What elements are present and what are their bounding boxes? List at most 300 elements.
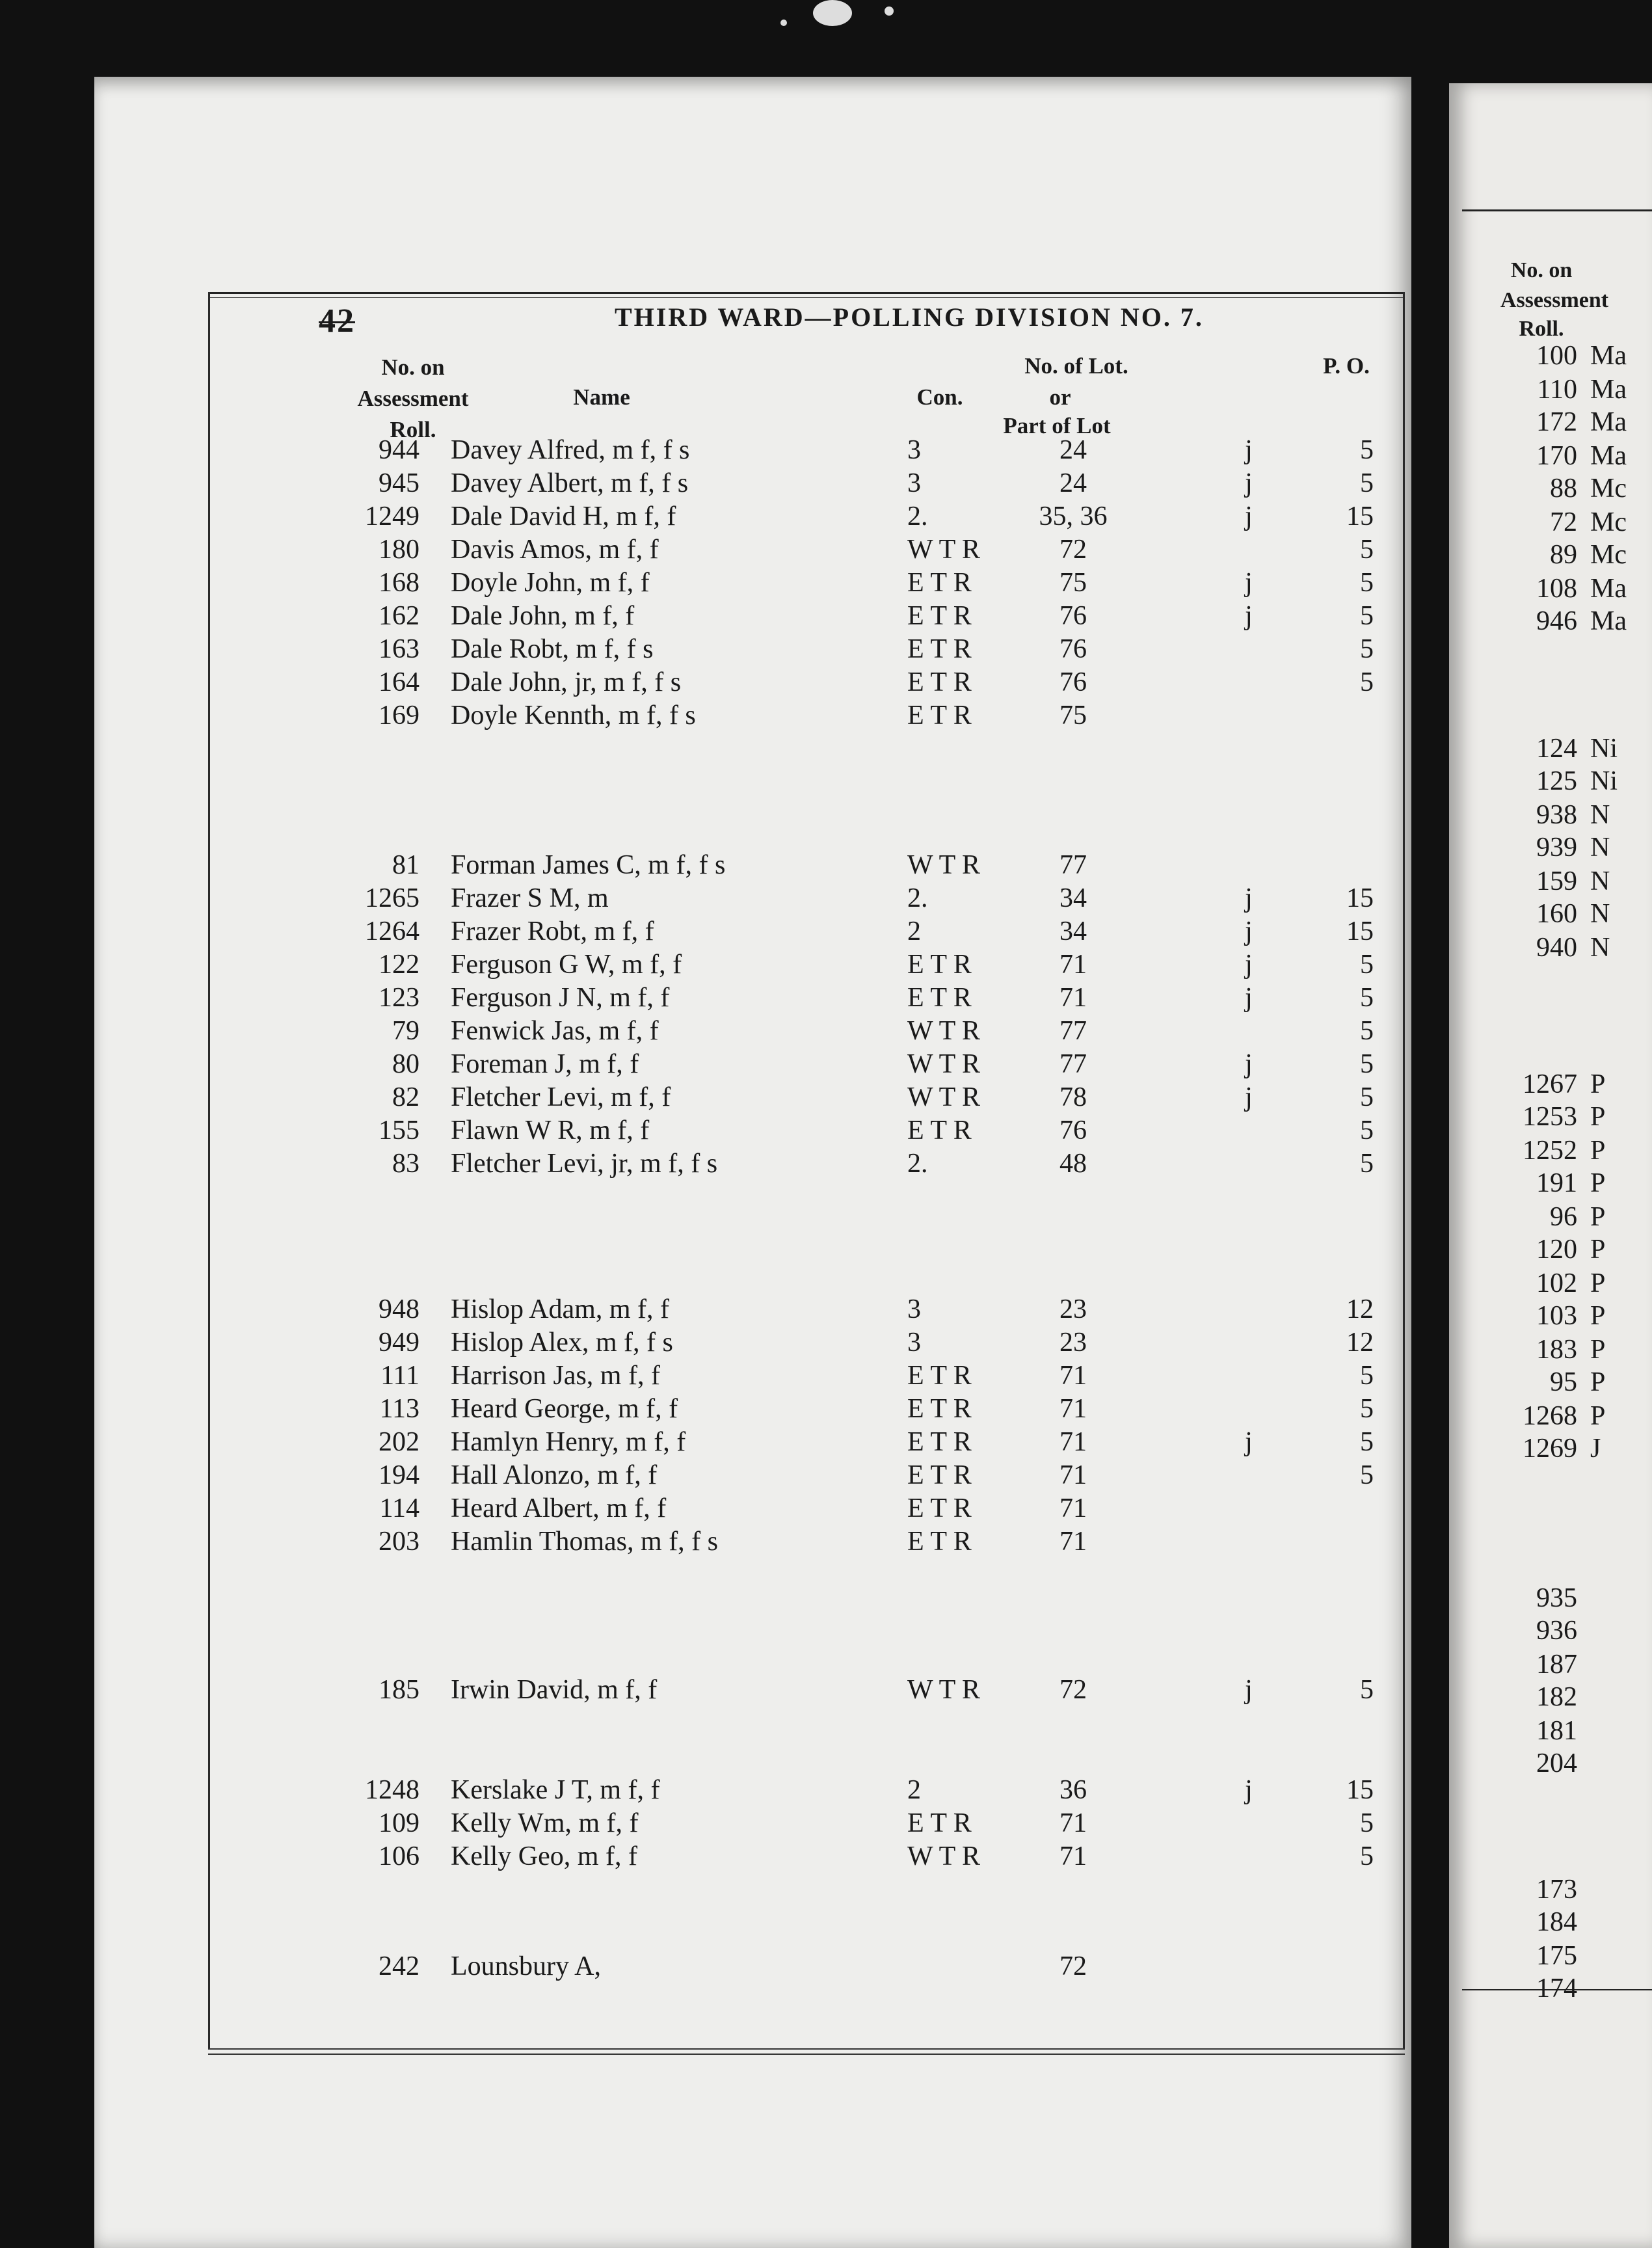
adjacent-voter-name: N [1590,933,1610,963]
adjacent-table-row [1463,1300,1652,1332]
post-office: 5 [1360,634,1374,664]
concession: E T R [907,1460,972,1490]
lot-number: 77 [1059,1016,1087,1046]
juror-mark: j [1245,435,1253,465]
adjacent-table-row [1463,1101,1652,1133]
roll-number: 944 [379,435,420,465]
concession: 2. [907,883,928,913]
adjacent-voter-name: P [1590,1367,1606,1397]
adjacent-voter-name: Ma [1590,375,1627,405]
adjacent-table-row [1463,539,1652,571]
adjacent-roll-number: 204 [1536,1748,1577,1778]
adjacent-page-top-rule [1462,209,1652,211]
roll-number: 82 [392,1082,420,1112]
table-row [0,1774,1431,1806]
concession: E T R [907,1361,972,1391]
adjacent-table-row [1463,1366,1652,1398]
roll-number: 122 [379,950,420,980]
adjacent-table-row [1463,1715,1652,1747]
header-con: Con. [916,384,963,410]
adjacent-voter-name: Ma [1590,407,1627,437]
post-office: 5 [1360,1675,1374,1705]
table-row [0,1492,1431,1525]
paper-speck [780,20,787,26]
juror-mark: j [1245,1775,1253,1805]
adjacent-roll-number: 124 [1536,734,1577,764]
adjacent-table-row [1463,1681,1652,1713]
juror-mark: j [1245,983,1253,1013]
table-row [0,467,1431,500]
concession: E T R [907,568,972,598]
adjacent-voter-name: Ma [1590,341,1627,371]
adjacent-roll-number: 95 [1550,1367,1577,1397]
header-lot-line2: or [1049,384,1071,410]
header-name: Name [573,384,630,410]
roll-number: 169 [379,701,420,730]
post-office: 5 [1360,1841,1374,1871]
lot-number: 34 [1059,917,1087,946]
table-row [0,982,1431,1014]
post-office: 5 [1360,950,1374,980]
roll-number: 162 [379,601,420,631]
adjacent-table-row [1463,1134,1652,1167]
header-roll-line2: Assessment [357,386,469,411]
post-office: 5 [1360,535,1374,565]
lot-number: 75 [1059,701,1087,730]
paper-speck [885,7,894,16]
adjacent-roll-number: 102 [1536,1268,1577,1298]
voter-name: Dale John, jr, m f, f s [451,667,682,697]
footer-rule-thin [208,2054,1405,2055]
adjacent-voter-name: J [1590,1434,1601,1464]
concession: E T R [907,1394,972,1424]
lot-number: 71 [1059,1361,1087,1391]
voter-name: Dale John, m f, f [451,601,635,631]
adjacent-table-row [1463,1068,1652,1101]
roll-number: 242 [379,1951,420,1981]
table-row [0,1081,1431,1114]
adjacent-table-row [1463,572,1652,605]
adjacent-table-row [1463,732,1652,765]
adjacent-voter-name: Ma [1590,441,1627,471]
adjacent-table-row [1463,1906,1652,1938]
adjacent-header-line2: Assessment [1500,288,1609,312]
concession: E T R [907,701,972,730]
adjacent-table-row [1463,1582,1652,1614]
post-office: 12 [1346,1328,1374,1358]
adjacent-table-row [1463,1873,1652,1906]
voter-name: Hamlin Thomas, m f, f s [451,1527,719,1557]
concession: W T R [907,1082,981,1112]
roll-number: 180 [379,535,420,565]
roll-number: 111 [380,1361,420,1391]
adjacent-table-row [1463,931,1652,964]
juror-mark: j [1245,950,1253,980]
juror-mark: j [1245,1082,1253,1112]
table-row [0,1048,1431,1080]
table-row [0,915,1431,948]
adjacent-voter-name: P [1590,1401,1606,1431]
concession: E T R [907,1527,972,1557]
table-row [0,633,1431,665]
table-row [0,1525,1431,1558]
concession: 3 [907,468,921,498]
roll-number: 83 [392,1149,420,1179]
adjacent-roll-number: 181 [1536,1716,1577,1746]
concession: W T R [907,1675,981,1705]
adjacent-voter-name: Mc [1590,507,1627,537]
table-row [0,849,1431,881]
roll-number: 123 [379,983,420,1013]
lot-number: 72 [1059,1675,1087,1705]
concession: E T R [907,601,972,631]
adjacent-table-row [1463,406,1652,438]
table-row [0,1426,1431,1458]
post-office: 5 [1360,1460,1374,1490]
voter-name: Flawn W R, m f, f [451,1116,650,1145]
roll-number: 185 [379,1675,420,1705]
concession: W T R [907,1049,981,1079]
table-row [0,666,1431,699]
voter-name: Kelly Wm, m f, f [451,1808,639,1838]
adjacent-roll-number: 125 [1536,766,1577,796]
voter-name: Doyle John, m f, f [451,568,650,598]
voter-name: Ferguson G W, m f, f [451,950,682,980]
voter-name: Hall Alonzo, m f, f [451,1460,658,1490]
voter-name: Davis Amos, m f, f [451,535,659,565]
adjacent-table-row [1463,472,1652,505]
voter-name: Heard Albert, m f, f [451,1493,667,1523]
adjacent-voter-name: P [1590,1136,1606,1166]
adjacent-table-row [1463,1432,1652,1465]
concession: 2 [907,917,921,946]
lot-number: 35, 36 [1039,502,1108,531]
lot-number: 71 [1059,1527,1087,1557]
concession: E T R [907,667,972,697]
juror-mark: j [1245,601,1253,631]
adjacent-voter-name: Ni [1590,766,1618,796]
roll-number: 1265 [365,883,420,913]
table-row [0,600,1431,632]
lot-number: 48 [1059,1149,1087,1179]
table-row [0,882,1431,915]
table-row [0,1359,1431,1392]
footer-rule [208,2048,1405,2050]
roll-number: 79 [392,1016,420,1046]
post-office: 5 [1360,1116,1374,1145]
concession: 3 [907,1294,921,1324]
adjacent-roll-number: 940 [1536,933,1577,963]
adjacent-roll-number: 108 [1536,574,1577,604]
lot-number: 36 [1059,1775,1087,1805]
adjacent-roll-number: 939 [1536,833,1577,863]
adjacent-table-row [1463,1233,1652,1266]
roll-number: 203 [379,1527,420,1557]
adjacent-table-row [1463,1400,1652,1432]
voter-name: Hislop Alex, m f, f s [451,1328,673,1358]
roll-number: 1248 [365,1775,420,1805]
concession: 2 [907,1775,921,1805]
header-rule-thin [208,297,1405,298]
post-office: 5 [1360,667,1374,697]
adjacent-header-line1: No. on [1510,258,1573,282]
adjacent-table-row [1463,1614,1652,1647]
adjacent-roll-number: 191 [1536,1168,1577,1198]
roll-number: 194 [379,1460,420,1490]
adjacent-roll-number: 170 [1536,441,1577,471]
post-office: 5 [1360,601,1374,631]
voter-name: Hamlyn Henry, m f, f [451,1427,686,1457]
concession: W T R [907,1016,981,1046]
adjacent-roll-number: 120 [1536,1235,1577,1264]
adjacent-roll-number: 89 [1550,540,1577,570]
post-office: 15 [1346,883,1374,913]
lot-number: 72 [1059,535,1087,565]
post-office: 5 [1360,1016,1374,1046]
header-lot-line3: Part of Lot [1003,413,1111,438]
lot-number: 72 [1059,1951,1087,1981]
lot-number: 71 [1059,950,1087,980]
post-office: 15 [1346,1775,1374,1805]
juror-mark: j [1245,1427,1253,1457]
roll-number: 945 [379,468,420,498]
voter-name: Hislop Adam, m f, f [451,1294,669,1324]
header-roll-line1: No. on [381,355,445,380]
table-row [0,1015,1431,1047]
lot-number: 76 [1059,634,1087,664]
adjacent-table-row [1463,1267,1652,1300]
post-office: 5 [1360,1049,1374,1079]
concession: 2. [907,1149,928,1179]
lot-number: 23 [1059,1294,1087,1324]
adjacent-roll-number: 938 [1536,800,1577,830]
adjacent-roll-number: 110 [1537,375,1577,405]
adjacent-table-row [1463,898,1652,930]
adjacent-table-row [1463,1940,1652,1972]
adjacent-voter-name: Mc [1590,540,1627,570]
roll-number: 113 [379,1394,420,1424]
concession: E T R [907,1427,972,1457]
lot-number: 71 [1059,1493,1087,1523]
post-office: 5 [1360,435,1374,465]
adjacent-roll-number: 182 [1536,1682,1577,1712]
adjacent-roll-number: 174 [1536,1974,1577,2003]
post-office: 12 [1346,1294,1374,1324]
post-office: 5 [1360,1427,1374,1457]
roll-number: 164 [379,667,420,697]
adjacent-voter-name: P [1590,1069,1606,1099]
paper-speck [813,0,852,26]
adjacent-roll-number: 88 [1550,474,1577,503]
concession: 2. [907,502,928,531]
adjacent-roll-number: 173 [1536,1875,1577,1905]
adjacent-table-row [1463,440,1652,472]
adjacent-table-row [1463,605,1652,637]
header-roll-line3: Roll. [390,417,436,442]
roll-number: 109 [379,1808,420,1838]
adjacent-table-row [1463,799,1652,831]
voter-name: Dale David H, m f, f [451,502,676,531]
voter-name: Doyle Kennth, m f, f s [451,701,696,730]
roll-number: 168 [379,568,420,598]
voter-name: Ferguson J N, m f, f [451,983,670,1013]
header-rule [208,292,1405,294]
adjacent-voter-name: P [1590,1268,1606,1298]
lot-number: 71 [1059,1427,1087,1457]
voter-name: Fenwick Jas, m f, f [451,1016,659,1046]
voter-name: Lounsbury A, [451,1951,601,1981]
table-row [0,1950,1431,1983]
adjacent-header-line3: Roll. [1519,317,1564,341]
roll-number: 106 [379,1841,420,1871]
juror-mark: j [1245,468,1253,498]
table-row [0,1674,1431,1706]
table-row [0,434,1431,466]
adjacent-table-row [1463,765,1652,797]
adjacent-roll-number: 187 [1536,1650,1577,1679]
table-row [0,699,1431,732]
post-office: 5 [1360,983,1374,1013]
adjacent-roll-number: 159 [1536,866,1577,896]
adjacent-roll-number: 946 [1536,606,1577,636]
adjacent-voter-name: N [1590,833,1610,863]
lot-number: 71 [1059,1808,1087,1838]
adjacent-roll-number: 935 [1536,1583,1577,1613]
adjacent-roll-number: 183 [1536,1335,1577,1365]
adjacent-roll-number: 100 [1536,341,1577,371]
concession: E T R [907,950,972,980]
table-row [0,1840,1431,1873]
adjacent-table-row [1463,1201,1652,1233]
concession: E T R [907,634,972,664]
adjacent-table-row [1463,373,1652,406]
post-office: 15 [1346,502,1374,531]
adjacent-table-row [1463,1167,1652,1199]
concession: W T R [907,850,981,880]
concession: E T R [907,1493,972,1523]
voter-name: Irwin David, m f, f [451,1675,658,1705]
juror-mark: j [1245,1049,1253,1079]
adjacent-roll-number: 1268 [1523,1401,1577,1431]
table-row [0,948,1431,981]
concession: W T R [907,1841,981,1871]
adjacent-table-row [1463,831,1652,864]
post-office: 5 [1360,1149,1374,1179]
table-row [0,1114,1431,1147]
juror-mark: j [1245,1675,1253,1705]
lot-number: 24 [1059,468,1087,498]
concession: 3 [907,435,921,465]
post-office: 5 [1360,1394,1374,1424]
adjacent-voter-name: Mc [1590,474,1627,503]
post-office: 5 [1360,468,1374,498]
lot-number: 34 [1059,883,1087,913]
concession: E T R [907,1808,972,1838]
voter-name: Heard George, m f, f [451,1394,678,1424]
post-office: 5 [1360,1808,1374,1838]
adjacent-table-row [1463,1648,1652,1681]
adjacent-roll-number: 172 [1536,407,1577,437]
adjacent-voter-name: Ni [1590,734,1618,764]
roll-number: 163 [379,634,420,664]
adjacent-voter-name: Ma [1590,574,1627,604]
adjacent-voter-name: P [1590,1168,1606,1198]
adjacent-roll-number: 160 [1536,899,1577,929]
roll-number: 114 [379,1493,420,1523]
juror-mark: j [1245,502,1253,531]
adjacent-roll-number: 72 [1550,507,1577,537]
roll-number: 80 [392,1049,420,1079]
voter-name: Kelly Geo, m f, f [451,1841,637,1871]
lot-number: 76 [1059,601,1087,631]
adjacent-voter-name: Ma [1590,606,1627,636]
table-row [0,1293,1431,1326]
page-number: 42 [319,302,355,340]
lot-number: 71 [1059,1841,1087,1871]
adjacent-voter-name: N [1590,899,1610,929]
adjacent-roll-number: 1253 [1523,1102,1577,1132]
adjacent-voter-name: P [1590,1235,1606,1264]
post-office: 5 [1360,1082,1374,1112]
adjacent-table-row [1463,1972,1652,2005]
voter-name: Frazer S M, m [451,883,609,913]
adjacent-roll-number: 936 [1536,1616,1577,1646]
lot-number: 23 [1059,1328,1087,1358]
voter-name: Davey Alfred, m f, f s [451,435,690,465]
roll-number: 1249 [365,502,420,531]
voter-name: Fletcher Levi, m f, f [451,1082,671,1112]
lot-number: 24 [1059,435,1087,465]
lot-number: 76 [1059,1116,1087,1145]
table-row [0,1459,1431,1492]
adjacent-table-row [1463,1333,1652,1366]
adjacent-voter-name: P [1590,1335,1606,1365]
header-lot-line1: No. of Lot. [1024,353,1128,379]
voter-name: Foreman J, m f, f [451,1049,639,1079]
adjacent-voter-name: N [1590,866,1610,896]
adjacent-voter-name: N [1590,800,1610,830]
voter-name: Kerslake J T, m f, f [451,1775,660,1805]
adjacent-table-row [1463,1747,1652,1780]
voter-name: Frazer Robt, m f, f [451,917,654,946]
table-row [0,1326,1431,1359]
voter-name: Davey Albert, m f, f s [451,468,689,498]
adjacent-roll-number: 184 [1536,1907,1577,1937]
voter-name: Dale Robt, m f, f s [451,634,654,664]
juror-mark: j [1245,917,1253,946]
adjacent-table-row [1463,340,1652,372]
adjacent-roll-number: 96 [1550,1202,1577,1232]
table-row [0,1147,1431,1180]
adjacent-table-row [1463,865,1652,898]
voter-name: Fletcher Levi, jr, m f, f s [451,1149,718,1179]
roll-number: 202 [379,1427,420,1457]
table-row [0,567,1431,599]
juror-mark: j [1245,568,1253,598]
post-office: 5 [1360,1361,1374,1391]
lot-number: 71 [1059,983,1087,1013]
post-office: 15 [1346,917,1374,946]
concession: E T R [907,983,972,1013]
roll-number: 81 [392,850,420,880]
voter-name: Harrison Jas, m f, f [451,1361,660,1391]
voter-name: Forman James C, m f, f s [451,850,726,880]
table-row [0,1393,1431,1425]
concession: E T R [907,1116,972,1145]
roll-number: 948 [379,1294,420,1324]
concession: W T R [907,535,981,565]
lot-number: 71 [1059,1460,1087,1490]
